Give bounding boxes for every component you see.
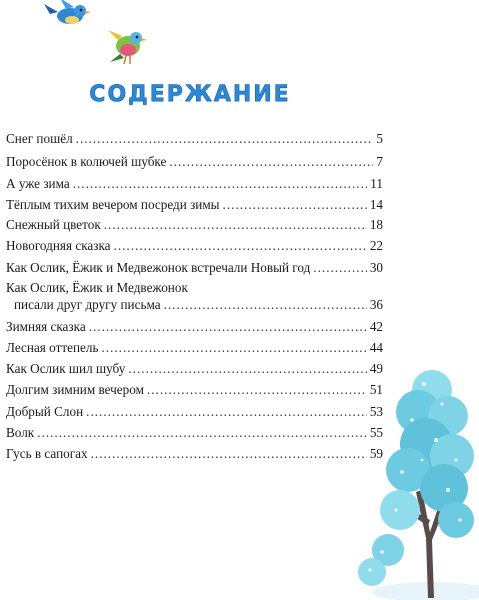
toc-entry-title: А уже зима <box>6 176 70 191</box>
toc-entry <box>6 176 383 192</box>
toc-entry <box>6 131 383 147</box>
toc-entry-title: Поросёнок в колючей шубке <box>6 154 167 169</box>
toc-entry-page: 22 <box>369 238 383 253</box>
toc-entry <box>6 154 383 170</box>
toc-entry-title: Новогодняя сказка <box>6 238 111 253</box>
toc-entry-title: Гусь в сапогах <box>6 446 88 461</box>
leader-dots <box>73 176 368 192</box>
toc-entry-page: 11 <box>370 176 383 191</box>
toc-entry <box>6 361 383 377</box>
toc-entry-page: 59 <box>369 446 383 461</box>
page-title: СОДЕРЖАНИЕ <box>89 82 291 107</box>
toc-entry <box>6 340 383 356</box>
toc-entry-page: 44 <box>369 340 383 355</box>
toc-entry-page: 18 <box>369 217 383 232</box>
toc-entry <box>6 425 383 441</box>
toc-entry-page: 49 <box>369 361 383 376</box>
toc-entry <box>6 446 383 462</box>
snowy-tree-illustration <box>352 360 479 600</box>
toc-entry <box>6 197 383 213</box>
leader-dots <box>101 340 366 356</box>
toc-entry <box>6 404 383 420</box>
toc-entry <box>6 382 383 398</box>
toc-entry-title: Зимняя сказка <box>6 319 86 334</box>
leader-dots <box>313 260 367 276</box>
toc-entry-title: Лесная оттепель <box>6 340 99 355</box>
toc-entry-page: 42 <box>369 319 383 334</box>
toc-entry <box>6 238 383 254</box>
toc-entry-page: 7 <box>376 154 383 169</box>
toc-entry-page: 53 <box>369 404 383 419</box>
leader-dots <box>37 425 367 441</box>
toc-entry <box>6 260 383 276</box>
toc-entry-title: Снежный цветок <box>6 217 101 232</box>
leader-dots <box>223 197 367 213</box>
leader-dots <box>128 361 366 377</box>
leader-dots <box>91 446 367 462</box>
leader-dots <box>114 238 367 254</box>
toc-entry-title: Как Ослик, Ёжик и Медвежонок встречали Новый год <box>6 260 311 275</box>
toc-entry-title-line1: Как Ослик, Ёжик и Медвежонок <box>6 280 188 295</box>
toc-entry-title: Снег пошёл <box>6 131 73 146</box>
leader-dots <box>104 217 367 233</box>
toc-entry-title-line2: писали друг другу письма <box>14 297 161 312</box>
leader-dots <box>86 404 367 420</box>
leader-dots <box>164 297 367 313</box>
toc-entry-title: Тёплым тихим вечером посреди зимы <box>6 197 220 212</box>
leader-dots <box>169 154 373 170</box>
toc-entry <box>6 217 383 233</box>
toc-entry-page: 51 <box>369 382 383 397</box>
leader-dots <box>147 382 367 398</box>
toc-entry-title: Долгим зимним вечером <box>6 382 144 397</box>
toc-entry-title: Волк <box>6 425 35 440</box>
toc-entry-title: Как Ослик шил шубу <box>6 361 126 376</box>
toc-entry-page: 30 <box>369 260 383 275</box>
toc-entry-page: 14 <box>369 197 383 212</box>
toc-entry <box>6 319 383 335</box>
toc-entry-page: 36 <box>369 297 383 312</box>
leader-dots <box>89 319 367 335</box>
toc-entry-page: 5 <box>376 131 383 146</box>
leader-dots <box>76 131 374 147</box>
toc-entry <box>6 297 383 313</box>
toc-entry-page: 55 <box>369 425 383 440</box>
toc-entry-title: Добрый Слон <box>6 404 84 419</box>
